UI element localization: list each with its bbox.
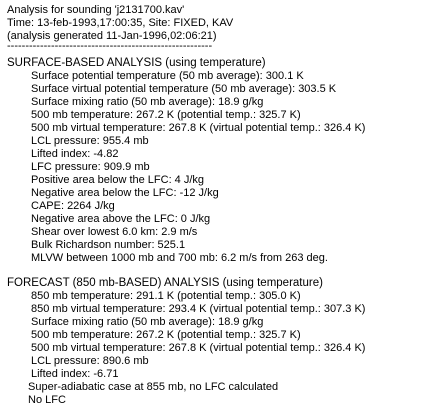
negative-area-above-lfc: Negative area above the LFC: 0 J/kg — [31, 213, 211, 225]
generated-line: (analysis generated 11-Jan-1996,02:06:21) — [7, 30, 217, 42]
500mb-temperature: 500 mb temperature: 267.2 K (potential temp.: 325.7 K) — [31, 109, 301, 121]
forecast-lifted-index: Lifted index: -6.71 — [31, 368, 119, 380]
time-site-line: Time: 13-feb-1993,17:00:35, Site: FIXED, KAV — [7, 17, 234, 29]
shear-lowest-6km: Shear over lowest 6.0 km: 2.9 m/s — [31, 226, 198, 238]
forecast-500mb-temperature: 500 mb temperature: 267.2 K (potential temp.: 325.7 K) — [31, 329, 301, 341]
lcl-pressure: LCL pressure: 955.4 mb — [31, 135, 149, 147]
super-adiabatic-note: Super-adiabatic case at 855 mb, no LFC calculated — [28, 381, 279, 393]
header-divider: -------------------------------------------------------- — [7, 40, 213, 52]
lfc-pressure: LFC pressure: 909.9 mb — [31, 161, 150, 173]
forecast-surface-mixing-ratio: Surface mixing ratio (50 mb average): 18.9 g/kg — [31, 316, 264, 328]
mlvw: MLVW between 1000 mb and 700 mb: 6.2 m/s from 263 deg. — [31, 252, 328, 264]
positive-area-below-lfc: Positive area below the LFC: 4 J/kg — [31, 174, 205, 186]
850mb-virtual-temperature: 850 mb virtual temperature: 293.4 K (virtual potential temp.: 307.3 K) — [31, 303, 366, 315]
forecast-lcl-pressure: LCL pressure: 890.6 mb — [31, 355, 149, 367]
bulk-richardson-number: Bulk Richardson number: 525.1 — [31, 239, 186, 251]
850mb-temperature: 850 mb temperature: 291.1 K (potential temp.: 305.0 K) — [31, 290, 301, 302]
cape: CAPE: 2264 J/kg — [31, 200, 115, 212]
surface-virtual-potential-temp: Surface virtual potential temperature (50 mb average): 303.5 K — [31, 83, 337, 95]
surface-mixing-ratio: Surface mixing ratio (50 mb average): 18.9 g/kg — [31, 96, 264, 108]
negative-area-below-lfc: Negative area below the LFC: -12 J/kg — [31, 187, 219, 199]
report-title: Analysis for sounding 'j2131700.kav' — [7, 4, 185, 16]
forecast-500mb-virtual-temperature: 500 mb virtual temperature: 267.8 K (virtual potential temp.: 326.4 K) — [31, 342, 366, 354]
500mb-virtual-temperature: 500 mb virtual temperature: 267.8 K (virtual potential temp.: 326.4 K) — [31, 122, 366, 134]
surface-analysis-heading: SURFACE-BASED ANALYSIS (using temperature) — [7, 57, 266, 69]
surface-potential-temp: Surface potential temperature (50 mb average): 300.1 K — [31, 70, 304, 82]
lifted-index: Lifted index: -4.82 — [31, 148, 119, 160]
no-lfc-note: No LFC — [28, 394, 66, 406]
forecast-analysis-heading: FORECAST (850 mb-BASED) ANALYSIS (using temperature) — [7, 277, 323, 289]
